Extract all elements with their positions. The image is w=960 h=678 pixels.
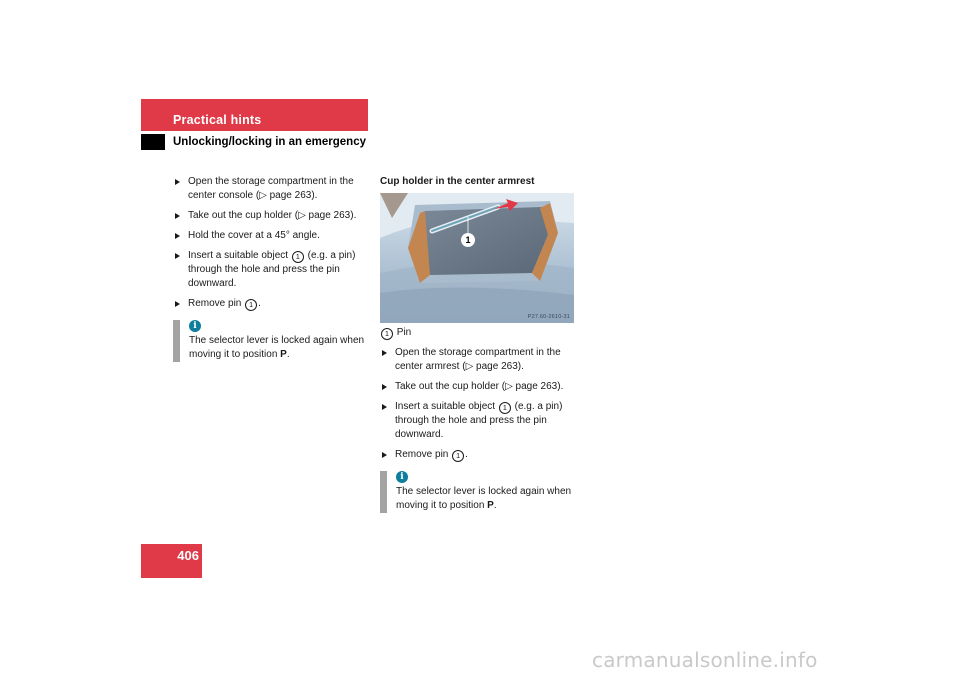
note-text-pre: The selector lever is locked again when moving it to position <box>396 486 572 511</box>
figure-heading: Cup holder in the center armrest <box>380 176 535 187</box>
note-text-bold: P <box>487 500 494 511</box>
step-item <box>380 346 575 374</box>
legend-label: Pin <box>396 327 412 338</box>
step-item <box>173 229 368 243</box>
step-text-post: (e.g. a pin) through the hole and press the pin downward. <box>188 250 356 289</box>
note-text-post: . <box>286 349 290 360</box>
step-item <box>173 297 368 311</box>
step-text-pre: Remove pin <box>188 298 245 309</box>
right-column <box>380 326 575 513</box>
callout-number-icon: 1 <box>292 251 304 263</box>
step-item <box>380 400 575 442</box>
callout-number-icon: 1 <box>499 402 511 414</box>
right-column-heading-wrap <box>380 175 575 193</box>
info-note <box>173 320 368 362</box>
callout-number-icon: 1 <box>381 328 393 340</box>
bullet-arrow-icon <box>382 384 387 390</box>
callout-number-icon: 1 <box>452 450 464 462</box>
bullet-arrow-icon <box>175 213 180 219</box>
step-text-post: . <box>465 449 468 460</box>
bullet-arrow-icon <box>382 452 387 458</box>
step-item <box>173 209 368 223</box>
armrest-illustration <box>380 193 574 323</box>
step-item <box>380 448 575 462</box>
step-text: Take out the cup holder (▷ page 263). <box>395 381 564 392</box>
note-text-pre: The selector lever is locked again when moving it to position <box>189 335 365 360</box>
callout-number-icon: 1 <box>245 299 257 311</box>
watermark: carmanualsonline.info <box>592 648 818 672</box>
figure-callout-label: 1 <box>465 235 471 245</box>
step-text-post: (e.g. a pin) through the hole and press the pin downward. <box>395 401 563 440</box>
subsection-marker <box>141 134 165 150</box>
step-text: Open the storage compartment in the center armrest (▷ page 263). <box>395 347 561 372</box>
info-note <box>380 471 575 513</box>
info-icon: i <box>189 320 201 332</box>
step-item <box>173 249 368 291</box>
step-text-pre: Remove pin <box>395 449 452 460</box>
step-text-pre: Insert a suitable object <box>395 401 498 412</box>
bullet-arrow-icon <box>175 301 180 307</box>
page-number: 406 <box>177 548 199 563</box>
step-text: Take out the cup holder (▷ page 263). <box>188 210 357 221</box>
note-bar <box>380 471 387 513</box>
step-text: Hold the cover at a 45° angle. <box>188 230 320 241</box>
figure-legend <box>380 326 575 340</box>
bullet-arrow-icon <box>175 253 180 259</box>
note-text <box>189 334 368 362</box>
cup-holder-figure <box>380 193 574 323</box>
step-text: Open the storage compartment in the center console (▷ page 263). <box>188 176 354 201</box>
step-text-pre: Insert a suitable object <box>188 250 291 261</box>
bullet-arrow-icon <box>382 350 387 356</box>
bullet-arrow-icon <box>175 233 180 239</box>
note-text <box>396 485 575 513</box>
bullet-arrow-icon <box>175 179 180 185</box>
note-bar <box>173 320 180 362</box>
note-text-bold: P <box>280 349 287 360</box>
step-item <box>173 175 368 203</box>
step-text-post: . <box>258 298 261 309</box>
figure-code: P27.60-2610-31 <box>527 314 570 320</box>
step-item <box>380 380 575 394</box>
info-icon: i <box>396 471 408 483</box>
subsection-title: Unlocking/locking in an emergency <box>173 136 366 148</box>
section-title: Practical hints <box>173 113 262 127</box>
left-column <box>173 175 368 362</box>
bullet-arrow-icon <box>382 404 387 410</box>
note-text-post: . <box>493 500 497 511</box>
